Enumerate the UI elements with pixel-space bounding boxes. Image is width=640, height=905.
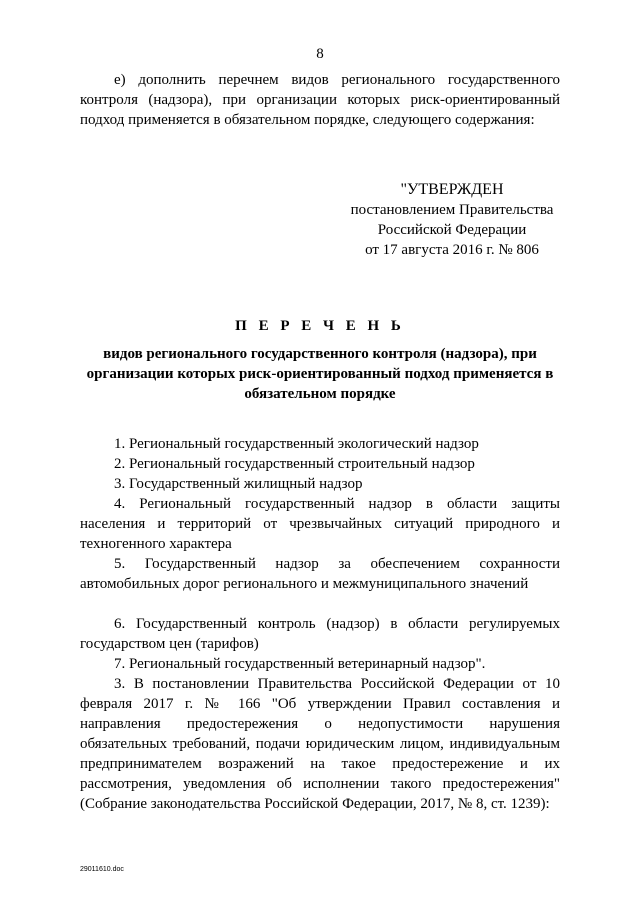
approval-line-1: постановлением Правительства bbox=[350, 202, 554, 218]
list-item-6: 6. Государственный контроль (надзор) в области регулируемых государством цен (тарифов) bbox=[80, 616, 560, 652]
closing-paragraph: 3. В постановлении Правительства Российской Федерации от 10 февраля 2017 г. № 166 "Об утверждении Правил составления и направления предостережения о недопустимости нарушения обязательных требований, подачи юридическим лицом, индивидуальным предпринимателем возражений на такое предостережение и их рассмотрения, уведомления об исполнении такого предостережения" (Собрание законодательства Российской Федерации, 2017, № 8, ст. 1239): bbox=[80, 676, 560, 812]
list-item-3: 3. Государственный жилищный надзор bbox=[114, 476, 363, 492]
approval-block bbox=[340, 180, 564, 260]
page-number: 8 bbox=[316, 46, 324, 62]
approval-line-2: Российской Федерации bbox=[377, 222, 527, 238]
approval-line-3: от 17 августа 2016 г. № 806 bbox=[365, 242, 539, 258]
list-item-5: 5. Государственный надзор за обеспечением сохранности автомобильных дорог регионального и межмуниципального значений bbox=[80, 556, 560, 592]
list-item-7: 7. Региональный государственный ветеринарный надзор". bbox=[114, 656, 486, 672]
list-item-2: 2. Региональный государственный строительный надзор bbox=[114, 456, 475, 472]
list-item-4: 4. Региональный государственный надзор в области защиты населения и территорий от чрезвычайных ситуаций природного и техногенного характера bbox=[80, 496, 560, 552]
intro-paragraph: е) дополнить перечнем видов регионального государственного контроля (надзора), при организации которых риск-ориентированный подход применяется в обязательном порядке, следующего содержания: bbox=[80, 72, 560, 128]
list-title: П Е Р Е Ч Е Н Ь bbox=[235, 318, 405, 334]
list-subtitle: видов регионального государственного контроля (надзора), при организации которых риск-ориентированный подход применяется в обязательном порядке bbox=[86, 346, 554, 402]
list-item-1: 1. Региональный государственный экологический надзор bbox=[114, 436, 479, 452]
footer-filename: 29011610.doc bbox=[80, 866, 124, 873]
approval-head: "УТВЕРЖДЕН bbox=[400, 181, 504, 198]
